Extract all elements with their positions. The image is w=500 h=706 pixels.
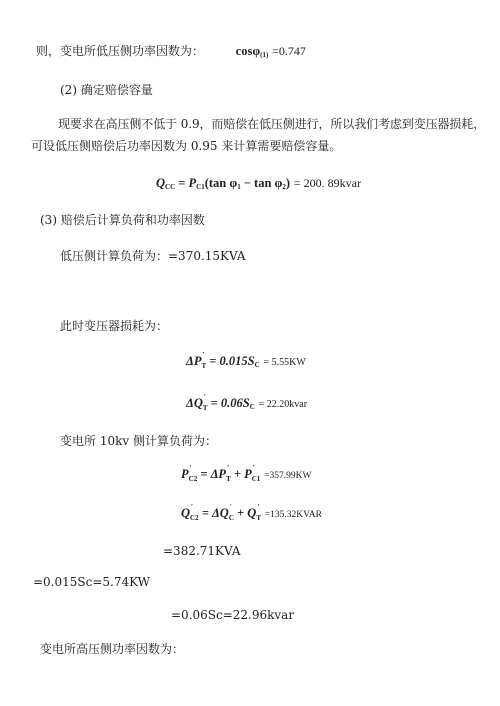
value-p-c2: =357.99KW <box>264 471 312 481</box>
value-compensation-capacity: = 200. 89kvar <box>293 176 361 190</box>
formula-compensation-capacity: $Q_{CC} = P_{C1}(\tan$ $\varphi_1 - \tan \varphi_2) = 200$. 89kvar <box>156 176 361 191</box>
value-power-factor: =0.747 <box>272 44 306 58</box>
formula-p-c2: P ′ $_{C2}$ = ΔP ′ $_T$ + P ′ $_{C1}$ =357.99KW <box>181 464 312 483</box>
value-delta-q: = 22.20kvar <box>258 399 308 410</box>
paragraph-line-2: 可设低压侧赔偿后功率因数为 0.95 来计算需要赔偿容量。 <box>31 139 342 153</box>
value-delta-p: = 5.55KW <box>263 357 306 368</box>
delta-p-calc-line: =0.015Sc=5.74KW <box>33 575 150 589</box>
high-voltage-power-factor-heading: 变电所高压侧功率因数为： <box>40 642 185 656</box>
formula-delta-p-transformer: ΔP ′ $_T = 0.015S_C = 5.55KW$ <box>186 351 306 370</box>
formula-q-c2: Q ′ $_{C2}$ = ΔQ ′ $_C$ + Q ′ $_T$ =135.32KVAR <box>181 503 322 522</box>
section-heading-2: (2) 确定赔偿容量 <box>60 83 153 97</box>
apparent-power-line: =382.71KVA <box>163 544 241 558</box>
formula-delta-q-transformer: ΔQ ′ $_T = 0.06S_C$ = 22.20kvar <box>186 393 308 412</box>
section-heading-3: (3) 赔偿后计算负荷和功率因数 <box>40 213 205 227</box>
transformer-loss-heading: 此时变压器损耗为： <box>60 319 169 333</box>
low-voltage-load-line: 低压侧计算负荷为：=370.15KVA <box>60 249 246 263</box>
line-low-voltage-power-factor <box>36 43 306 63</box>
value-q-c2: =135.32KVAR <box>264 510 322 520</box>
paragraph-line-1: 现要求在高压侧不低于 0.9，而赔偿在低压侧进行，所以我们考虑到变压器损耗， <box>58 117 486 131</box>
ten-kv-load-heading: 变电所 10kv 侧计算负荷为： <box>60 434 217 448</box>
formula-cos-phi: cosφ$_{(1)}$ <box>235 44 269 59</box>
delta-q-calc-line: =0.06Sc=22.96kvar <box>171 608 295 622</box>
text-low-voltage-power-factor: 则，变电所低压侧功率因数为： <box>36 44 205 58</box>
